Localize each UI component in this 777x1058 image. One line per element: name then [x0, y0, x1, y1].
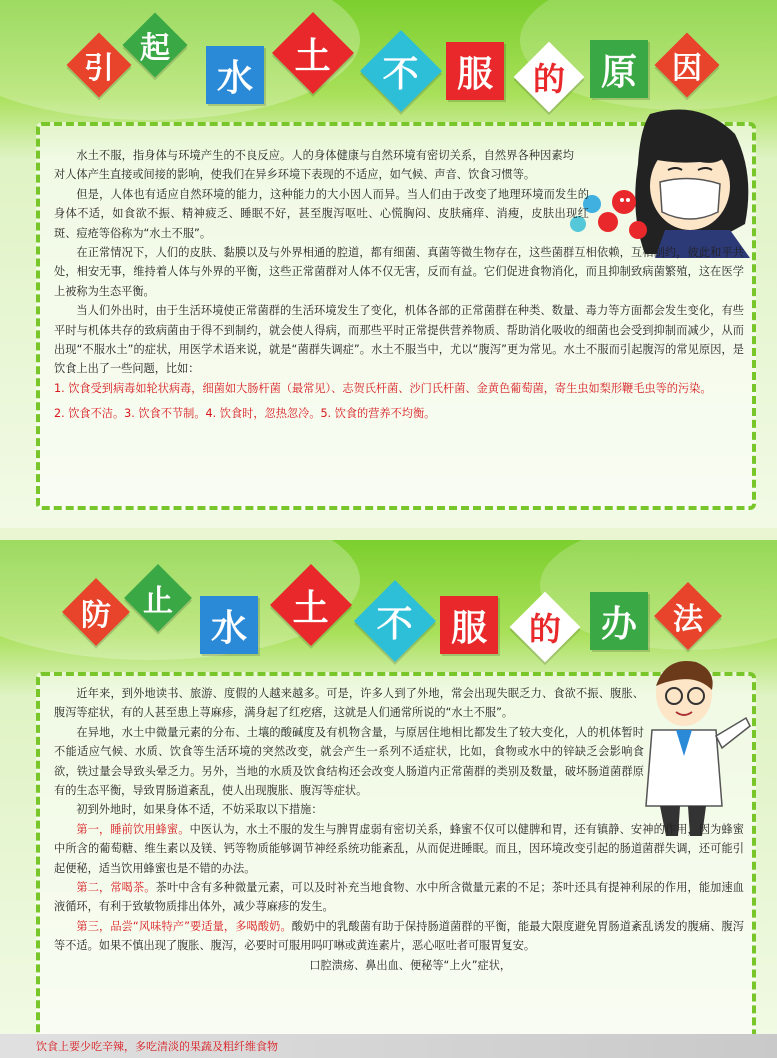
title-char-tile: 服 — [440, 596, 498, 654]
title-char-tile: 土 — [272, 12, 354, 94]
paragraph: 但是，人体也有适应自然环境的能力，这种能力的大小因人而异。当人们由于改变了地理环境而发生的身体不适，如食欲不振、精神疲乏、睡眠不好，甚至腹泻呕吐、心慌胸闷、皮肤痛痒、消瘦，皮肤出现红斑、痘疮等俗称为“水土不服”。 — [54, 187, 589, 240]
paragraph: 在异地，水土中微量元素的分布、土壤的酸碱度及有机物含量，与原居住地相比都发生了较大变化，人的机体暂时不能适应气候、水质、饮食等生活环境的突然改变，就会产生一系列不适症状，比如，食物或水中的锌缺乏会影响食欲，铁过量会导致头晕乏力。另外，当地的水质及饮食结构还会改变人肠道内正常菌群的类别及数量，破坏肠道菌群原有的生态平衡，导致胃肠道紊乱，使人出现腹胀、腹泻等症状。 — [54, 725, 644, 798]
red-list-item: 2. 饮食不洁。3. 饮食不节制。4. 饮食时，忽热忽冷。5. 饮食的营养不均衡。 — [54, 407, 436, 421]
title-char-tile: 不 — [360, 30, 442, 112]
title-char-tile: 起 — [122, 12, 187, 77]
measure-body: 茶叶中含有多种微量元素，可以及时补充当地食物、水中所含微量元素的不足；茶叶还具有提神利尿的作用，能加速血液循环，有利于致敏物质排出体外，减少荨麻疹的发生。 — [54, 881, 744, 914]
title-char-tile: 办 — [590, 592, 648, 650]
title-char-tile: 因 — [654, 32, 719, 97]
red-list-item: 1. 饮食受到病毒如轮状病毒，细菌如大肠杆菌（最常见）、志贺氏杆菌、沙门氏杆菌、金黄色葡萄菌，寄生虫如梨形鞭毛虫等的污染。 — [54, 381, 712, 395]
bottom-body-text — [54, 684, 744, 975]
measure-heading: 第一，睡前饮用蜂蜜。 — [76, 822, 190, 836]
footer-text: 饮食上要少吃辛辣，多吃清淡的果蔬及粗纤维食物 — [36, 1040, 278, 1053]
top-title — [0, 0, 777, 110]
top-panel — [0, 0, 777, 528]
paragraph: 当人们外出时，由于生活环境使正常菌群的生活环境发生了变化，机体各部的正常菌群在种类、数量、毒力等方面都会发生变化，有些平时与机体共存的致病菌由于得不到制约，就会使人得病，而那些平时正常提供营养物质、帮助消化吸收的细菌也会受到抑制而减少，从而出现“不服水土”的症状，用医学术语来说，就是“菌群失调症”。水土不服当中，尤以“腹泻”更为常见。水土不服而引起腹泻的常见原因，是饮食上出了一些问题，比如： — [54, 304, 744, 376]
paragraph: 在正常情况下，人们的皮肤、黏膜以及与外界相通的腔道，都有细菌、真菌等微生物存在，这些菌群互相依赖，互相制约，彼此和平共处，相安无事，维持着人体与外界的平衡，这些正常菌群对人体不仅无害，反而有益。它们促进食物消化，而且抑制致病菌繁殖，这在医学上被称为生态平衡。 — [54, 246, 744, 298]
measure-heading: 第二，常喝茶。 — [76, 881, 156, 895]
measure-item — [54, 820, 744, 878]
title-char-tile: 水 — [206, 46, 264, 104]
paragraph: 近年来，到外地读书、旅游、度假的人越来越多。可是，许多人到了外地，常会出现失眠乏力、食欲不振、腹胀、腹泻等症状，有的人甚至患上荨麻疹，满身起了红疙瘩，这就是人们通常所说的“水土不服”。 — [54, 687, 644, 720]
title-char-tile: 的 — [510, 592, 581, 663]
title-char-tile: 防 — [62, 578, 130, 646]
measure-heading: 第三，品尝“风味特产”要适量，多喝酸奶。 — [76, 919, 292, 933]
title-char-tile: 原 — [590, 40, 648, 98]
measure-body: 酸奶中的乳酸菌有助于保持肠道菌群的平衡，能最大限度避免胃肠道紊乱诱发的腹痛、腹泻等不适。如果不慎出现了腹胀、腹泻，必要时可服用吗叮啉或黄连素片，恶心呕吐者可服胃复安。 — [54, 919, 744, 953]
top-body-text — [54, 146, 744, 424]
title-char-tile: 止 — [124, 564, 192, 632]
paragraph: 水土不服，指身体与环境产生的不良反应。人的身体健康与自然环境有密切关系，自然界各种因素均对人体产生直接或间接的影响，使我们在异乡环境下表现的不适应，如气候、声音、饮食习惯等。 — [54, 149, 574, 182]
title-char-tile: 引 — [66, 32, 131, 97]
title-char-tile: 服 — [446, 42, 504, 100]
partial-line: 口腔溃疡、鼻出血、便秘等“上火”症状， — [309, 958, 512, 972]
bottom-panel — [0, 540, 777, 1058]
bottom-title — [0, 540, 777, 650]
title-char-tile: 的 — [514, 42, 585, 113]
title-char-tile: 土 — [270, 564, 352, 646]
measure-item — [54, 878, 744, 917]
paragraph: 初到外地时，如果身体不适，不妨采取以下措施： — [76, 803, 323, 817]
title-char-tile: 法 — [654, 582, 722, 650]
title-char-tile: 水 — [200, 596, 258, 654]
measure-item — [54, 917, 744, 956]
title-char-tile: 不 — [354, 580, 436, 662]
measure-body: 中医认为，水土不服的发生与脾胃虚弱有密切关系，蜂蜜不仅可以健脾和胃，还有镇静、安神的作用，因为蜂蜜中所含的葡萄糖、维生素以及镁、钙等物质能够调节神经系统功能紊乱，从而促进睡眠。而且，因环境改变引起的肠道菌群失调，还可能引起便秘，适当饮用蜂蜜也是不错的办法。 — [54, 822, 744, 875]
